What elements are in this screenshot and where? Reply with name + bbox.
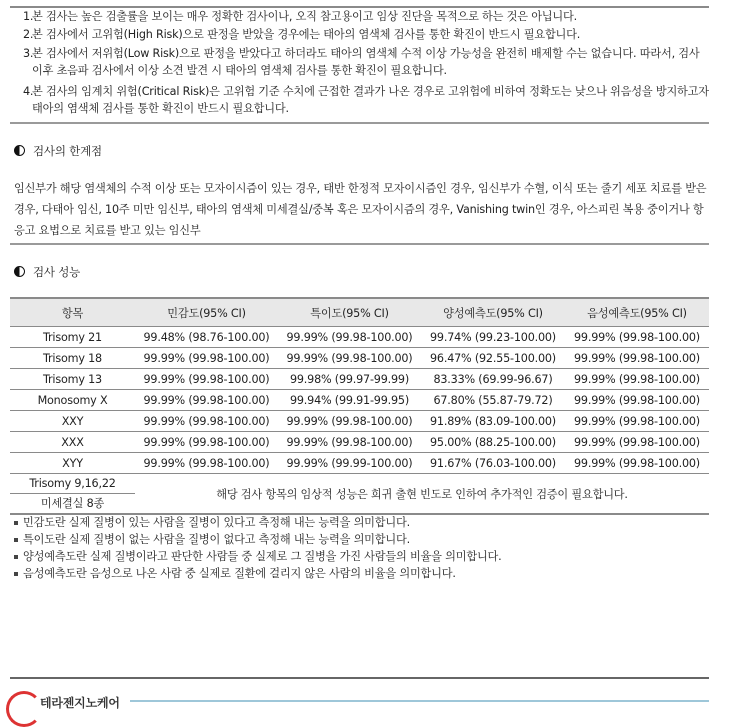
- table-cell: 99.48% (98.76-100.00): [135, 327, 278, 348]
- table-cell: 91.67% (76.03-100.00): [421, 453, 565, 474]
- table-cell: Trisomy 18: [10, 348, 135, 369]
- table-row: [10, 327, 709, 348]
- table-cell: Monosomy X: [10, 390, 135, 411]
- note-item: 3. 본 검사에서 저위험(Low Risk)으로 판정을 받았다고 하더라도 태아의 염색체 수적 이상 가능성을 완전히 배제할 수는 없습니다. 따라서, 검사 이후 초음파 검사에서 이상 소견 발견 시 태아의 염색체 검사를 통한 확진이 필요합니다.: [23, 47, 700, 77]
- table-cell: Trisomy 21: [10, 327, 135, 348]
- column-header: 음성예측도(95% CI): [565, 298, 709, 327]
- table-row: [10, 348, 709, 369]
- definitions-list: [14, 514, 704, 582]
- half-circle-icon: [14, 266, 25, 277]
- table-cell: 99.99% (99.98-100.00): [278, 411, 421, 432]
- table-cell: 99.99% (99.98-100.00): [278, 432, 421, 453]
- table-cell: 83.33% (69.99-96.67): [421, 369, 565, 390]
- table-row: [10, 390, 709, 411]
- table-cell: 99.99% (99.98-100.00): [565, 432, 709, 453]
- table-cell: 99.99% (99.98-100.00): [135, 348, 278, 369]
- table-cell: 91.89% (83.09-100.00): [421, 411, 565, 432]
- table-cell: XXY: [10, 411, 135, 432]
- definition-item: 특이도란 실제 질병이 없는 사람을 질병이 없다고 측정해 내는 능력을 의미합니다.: [14, 531, 704, 548]
- extra-items-cell: [10, 474, 135, 515]
- table-cell: 99.99% (99.98-100.00): [565, 411, 709, 432]
- table-cell: 99.99% (99.98-100.00): [565, 348, 709, 369]
- extra-note: 해당 검사 항목의 임상적 성능은 희귀 출현 빈도로 인하여 추가적인 검증이 필요합니다.: [135, 474, 709, 515]
- note-item: 1. 본 검사는 높은 검출률을 보이는 매우 정확한 검사이나, 오직 참고용이고 임상 진단을 목적으로 하는 것은 아닙니다.: [23, 10, 577, 23]
- table-row: [10, 453, 709, 474]
- table-row: [10, 411, 709, 432]
- brand-logo-icon: [6, 691, 42, 727]
- limitations-text: 임신부가 해당 염색체의 수적 이상 또는 모자이시즘이 있는 경우, 태반 한정적 모자이시즘인 경우, 임신부가 수혈, 이식 또는 줄기 세포 치료를 받은 경우, 다태아 임신, 10주 미만 임신부, 태아의 염색체 미세결실/중복 혹은 모자이시즘의 경우, Vanishing twin인 경우, 아스피린 복용 중이거나 항 응고 요법으로 치료를 받고 있는 임신부: [14, 182, 707, 237]
- table-row: [10, 369, 709, 390]
- table-cell: 99.99% (99.98-100.00): [135, 390, 278, 411]
- section-divider: [10, 122, 709, 124]
- note-item: 2. 본 검사에서 고위험(High Risk)으로 판정을 받았을 경우에는 태아의 염색체 검사를 통한 확진이 반드시 필요합니다.: [23, 28, 581, 41]
- table-cell: 99.98% (99.97-99.99): [278, 369, 421, 390]
- column-header: 특이도(95% CI): [278, 298, 421, 327]
- table-row-extra: [10, 474, 709, 515]
- column-header: 민감도(95% CI): [135, 298, 278, 327]
- performance-heading: 검사 성능: [14, 264, 80, 280]
- table-cell: 99.99% (99.98-100.00): [135, 411, 278, 432]
- section-divider: [10, 243, 709, 245]
- table-cell: 96.47% (92.55-100.00): [421, 348, 565, 369]
- definition-item: 민감도란 실제 질병이 있는 사람을 질병이 있다고 측정해 내는 능력을 의미합니다.: [14, 514, 704, 531]
- table-cell: Trisomy 13: [10, 369, 135, 390]
- extra-item: Trisomy 9,16,22: [10, 474, 135, 494]
- table-cell: 99.99% (99.98-100.00): [278, 327, 421, 348]
- definition-item: 음성예측도란 음성으로 나온 사람 중 실제로 질환에 걸리지 않은 사람의 비율을 의미합니다.: [14, 565, 704, 582]
- footer-divider: [10, 677, 709, 679]
- table-cell: 99.99% (99.98-100.00): [565, 327, 709, 348]
- table-cell: 99.99% (99.98-100.00): [135, 369, 278, 390]
- table-cell: XYY: [10, 453, 135, 474]
- notes-list: [10, 8, 709, 117]
- table-row: [10, 432, 709, 453]
- definition-item: 양성예측도란 실제 질병이라고 판단한 사람들 중 실제로 그 질병을 가진 사람들의 비율을 의미합니다.: [14, 548, 704, 565]
- column-header: 양성예측도(95% CI): [421, 298, 565, 327]
- performance-table: [10, 297, 709, 515]
- table-cell: 99.99% (99.98-100.00): [565, 369, 709, 390]
- table-cell: 99.99% (99.98-100.00): [135, 432, 278, 453]
- table-cell: 99.99% (99.98-100.00): [135, 453, 278, 474]
- half-circle-icon: [14, 145, 25, 156]
- table-cell: 99.99% (99.98-100.00): [278, 348, 421, 369]
- table-header-row: [10, 298, 709, 327]
- table-cell: 99.74% (99.23-100.00): [421, 327, 565, 348]
- table-cell: 99.94% (99.91-99.95): [278, 390, 421, 411]
- table-cell: 99.99% (99.98-100.00): [565, 390, 709, 411]
- extra-item: 미세결실 8종: [40, 497, 105, 510]
- note-item: 4. 본 검사의 임계치 위험(Critical Risk)은 고위험 기준 수치에 근접한 결과가 나온 경우로 고위험에 비하여 정확도는 낮으나 위음성을 방지하고자 태아의 염색체 검사를 통한 확진이 반드시 필요합니다.: [23, 85, 709, 115]
- footer-brand: 테라젠지노케어: [40, 696, 120, 710]
- table-cell: 95.00% (88.25-100.00): [421, 432, 565, 453]
- table-cell: 99.99% (99.98-100.00): [565, 453, 709, 474]
- table-cell: 99.99% (99.99-100.00): [278, 453, 421, 474]
- footer-accent-line: [130, 700, 709, 702]
- table-cell: 67.80% (55.87-79.72): [421, 390, 565, 411]
- limitations-heading: 검사의 한계점: [14, 143, 102, 159]
- column-header: 항목: [10, 298, 135, 327]
- table-cell: XXX: [10, 432, 135, 453]
